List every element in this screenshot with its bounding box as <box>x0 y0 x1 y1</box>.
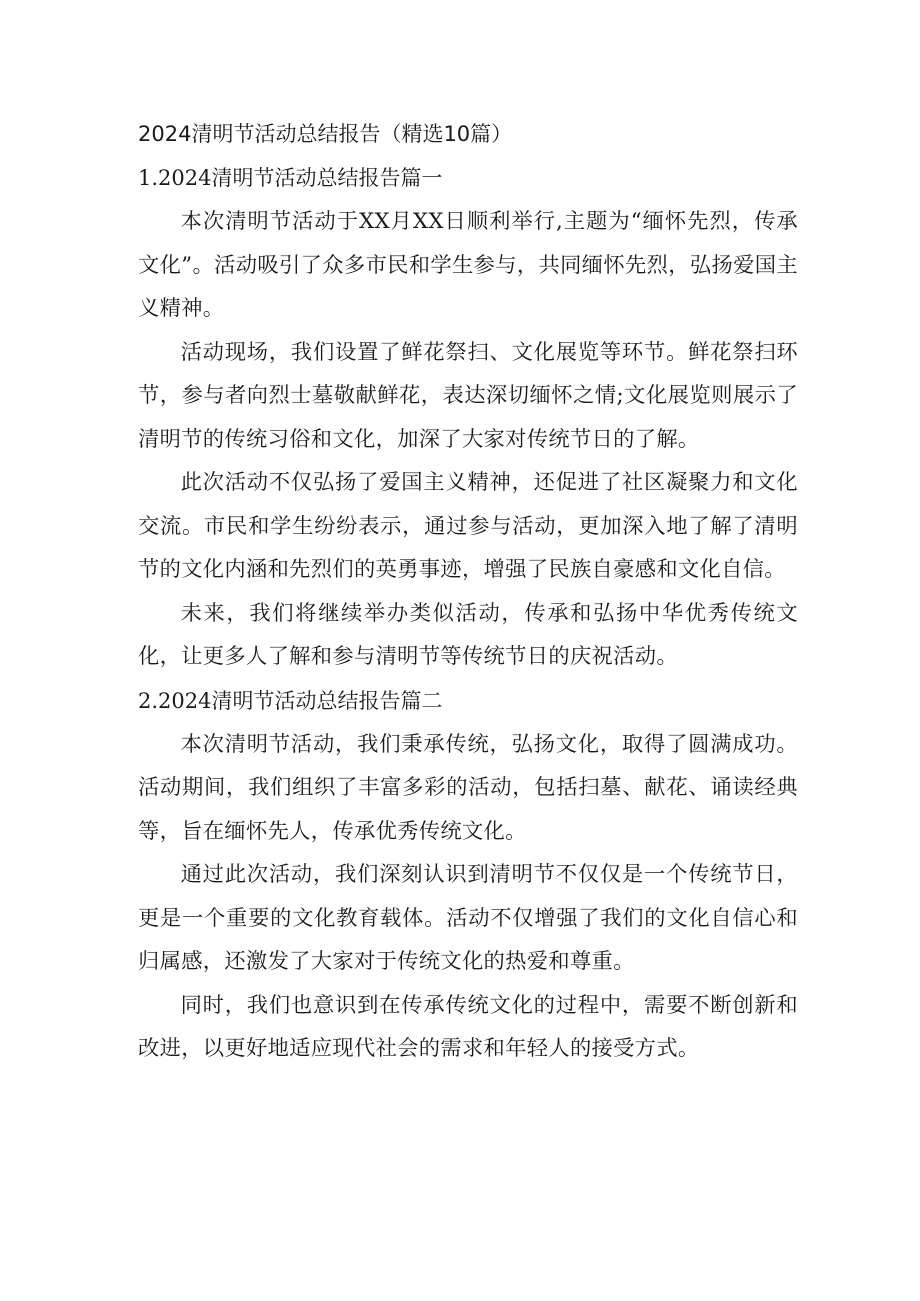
section-1 <box>138 156 798 679</box>
paragraph: 此次活动不仅弘扬了爱国主义精神，还促进了社区凝聚力和文化交流。市民和学生纷纷表示，通过参与活动，更加深入地了解了清明节的文化内涵和先烈们的英勇事迹，增强了民族自豪感和文化自信。 <box>138 470 798 582</box>
paragraph: 本次清明节活动，我们秉承传统，弘扬文化，取得了圆满成功。活动期间，我们组织了丰富多彩的活动，包括扫墓、献花、诵读经典等，旨在缅怀先人，传承优秀传统文化。 <box>138 731 798 844</box>
document-title: 2024清明节活动总结报告（精选10篇） <box>138 122 513 146</box>
section-heading: 2.2024清明节活动总结报告篇二 <box>138 688 443 713</box>
paragraph: 本次清明节活动于XX月XX日顺利举行,主题为“缅怀先烈，传承文化”。活动吸引了众多市民和学生参与，共同缅怀先烈，弘扬爱国主义精神。 <box>138 209 798 321</box>
section-heading: 1.2024清明节活动总结报告篇一 <box>138 166 443 190</box>
document-page <box>138 112 798 1071</box>
paragraph: 未来，我们将继续举办类似活动，传承和弘扬中华优秀传统文化，让更多人了解和参与清明节等传统节日的庆祝活动。 <box>138 600 798 669</box>
paragraph: 通过此次活动，我们深刻认识到清明节不仅仅是一个传统节日，更是一个重要的文化教育载体。活动不仅增强了我们的文化自信心和归属感，还激发了大家对于传统文化的热爱和尊重。 <box>138 862 798 974</box>
paragraph: 同时，我们也意识到在传承传统文化的过程中，需要不断创新和改进，以更好地适应现代社会的需求和年轻人的接受方式。 <box>138 992 798 1061</box>
section-2 <box>138 679 798 1071</box>
paragraph: 活动现场，我们设置了鲜花祭扫、文化展览等环节。鲜花祭扫环节，参与者向烈士墓敬献鲜花，表达深切缅怀之情;文化展览则展示了清明节的传统习俗和文化，加深了大家对传统节日的了解。 <box>138 339 798 452</box>
